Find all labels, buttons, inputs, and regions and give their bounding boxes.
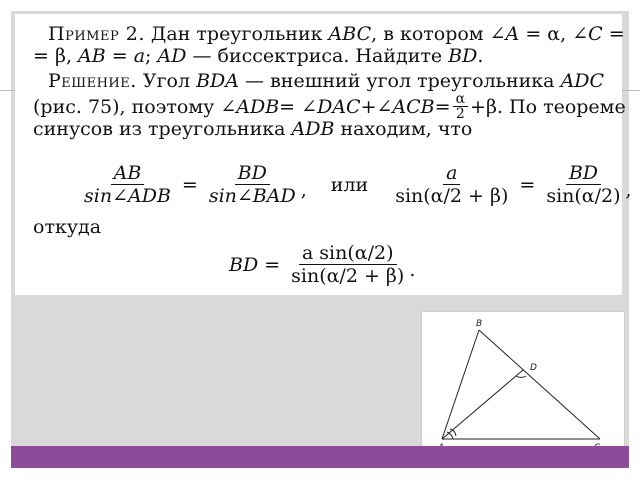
whence-word: откуда [33, 216, 102, 238]
var-c: C [588, 23, 603, 45]
or-word: или [330, 173, 369, 196]
fraction-bd-sin-half-alpha [543, 162, 623, 207]
sine-law-formula [79, 162, 632, 207]
side-bc [479, 330, 600, 439]
alpha-over-2-fraction [453, 92, 468, 121]
problem-text: Дан треугольник [144, 23, 329, 45]
solution-text: = ∠ [279, 95, 318, 118]
var-adb: ADB [236, 95, 280, 118]
solution-text: синусов из треугольника [33, 118, 292, 140]
solution-text: находим, что [334, 118, 473, 140]
solution-text: = [434, 95, 451, 118]
problem-text: , в котором ∠ [371, 23, 506, 45]
solution-line-1 [48, 70, 604, 92]
fraction-denominator: sin(α/2 + β) [291, 265, 405, 287]
triangle-drawing [422, 312, 624, 455]
fraction-a-sin [392, 162, 511, 207]
solution-heading: Решение. [48, 70, 137, 92]
var-bd: BD [448, 45, 478, 67]
var-abc: ABC [328, 23, 372, 45]
fraction-numerator: AB [111, 162, 145, 185]
fraction-numerator: BD [566, 162, 601, 185]
triangle-figure [421, 311, 625, 456]
fraction-denominator: 2 [455, 106, 465, 122]
angle-arc-d [516, 376, 526, 378]
problem-text: = [602, 23, 625, 45]
fraction-numerator: α [453, 92, 468, 107]
equals-sign: = [519, 173, 536, 196]
equals-sign: = [181, 173, 198, 196]
solution-text: +∠ [360, 95, 393, 118]
decorative-line-right [622, 90, 640, 91]
comma: , [625, 178, 632, 201]
decorative-line-left [0, 90, 15, 91]
problem-text: = [105, 45, 134, 67]
solution-line-3 [33, 118, 472, 140]
fraction-numerator: a sin(α/2) [299, 242, 397, 265]
solution-text: — внешний угол треугольника [239, 70, 561, 92]
fraction-bd-result [288, 242, 407, 287]
fraction-ab-sin-adb [81, 162, 174, 207]
fraction-denominator: sin∠ADB [84, 185, 171, 207]
fraction-denominator: sin∠BAD [208, 185, 296, 207]
problem-text: = α, ∠ [519, 23, 589, 45]
var-a-side: a [133, 45, 146, 67]
text-panel [15, 14, 632, 295]
fraction-denominator: sin(α/2) [546, 185, 621, 207]
vertex-label-d: D [530, 363, 537, 373]
formula-lhs: BD [229, 253, 259, 276]
problem-text: . [477, 45, 484, 67]
problem-line-2 [33, 45, 483, 67]
problem-text: = β, [33, 45, 79, 67]
problem-heading: Пример 2. [48, 23, 145, 45]
var-acb: ACB [392, 95, 435, 118]
problem-line-1 [48, 23, 625, 45]
equals-sign: = [264, 253, 281, 276]
solution-line-2 [33, 92, 626, 121]
bd-result-formula [229, 242, 415, 287]
fraction-numerator: a [443, 162, 460, 185]
var-adc: ADC [560, 70, 605, 92]
solution-text: Угол [136, 70, 197, 92]
var-a: A [505, 23, 520, 45]
fraction-numerator: BD [235, 162, 270, 185]
solution-text: (рис. 75), поэтому ∠ [33, 95, 237, 118]
var-adb: ADB [291, 118, 335, 140]
angle-arc-a [447, 432, 453, 439]
var-ad: AD [157, 45, 187, 67]
var-bda: BDA [196, 70, 240, 92]
problem-text: ; [145, 45, 158, 67]
period: . [409, 258, 416, 281]
fraction-denominator: sin(α/2 + β) [395, 185, 509, 207]
fraction-bd-sin-bad [206, 162, 299, 207]
var-dac: DAC [317, 95, 361, 118]
var-ab: AB [78, 45, 106, 67]
problem-text: — биссектриса. Найдите [186, 45, 449, 67]
comma: , [300, 178, 307, 201]
solution-text: +β. По теореме [470, 95, 626, 118]
vertex-label-b: B [476, 319, 483, 329]
bottom-bar [11, 446, 629, 468]
